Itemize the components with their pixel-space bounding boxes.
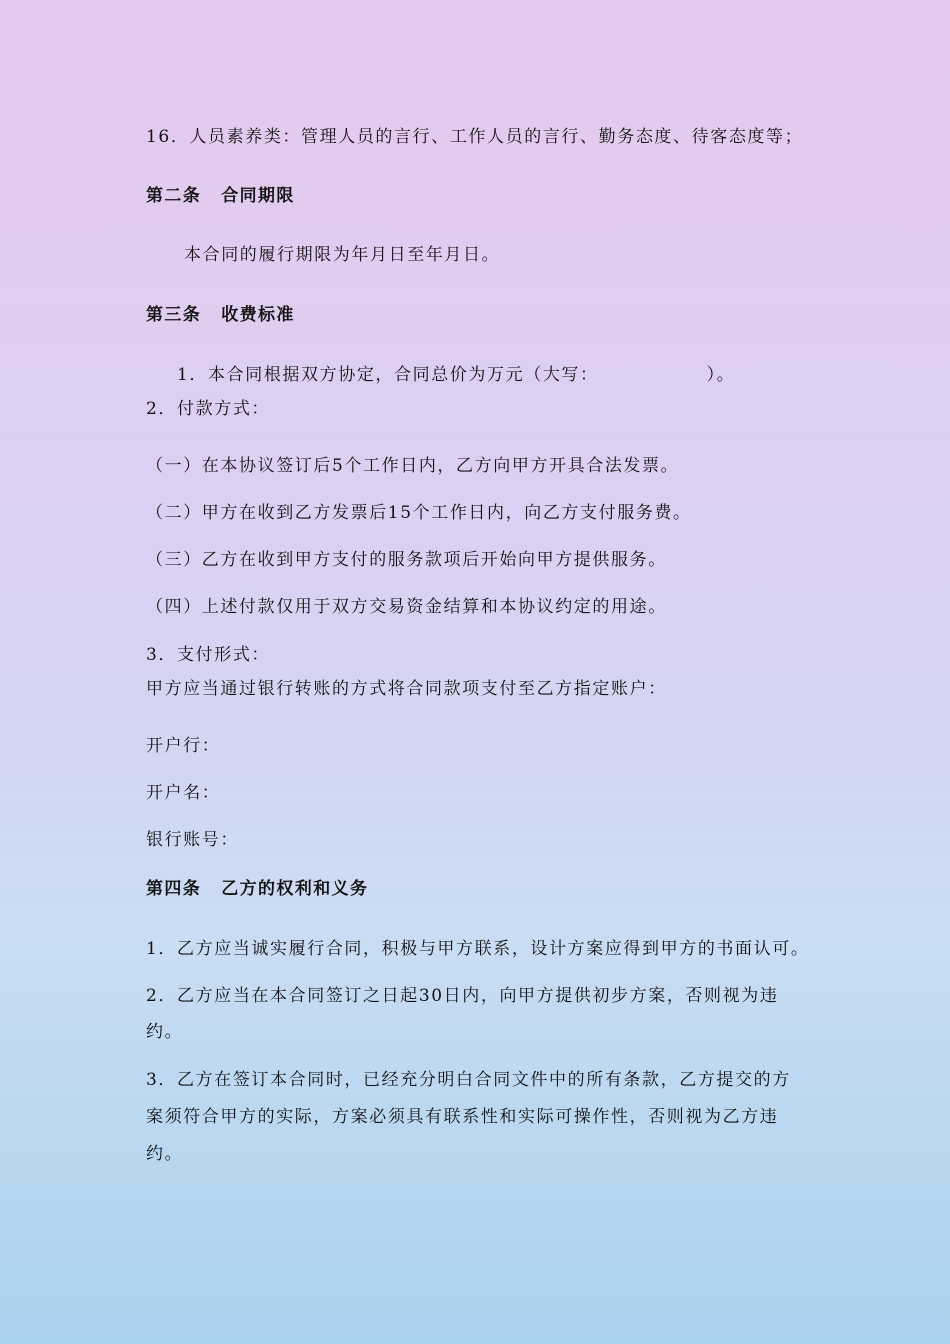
article-3-heading: [146, 304, 295, 326]
article-2-body: 本合同的履行期限为年月日至年月日。: [184, 245, 501, 265]
article-4-item-3-line-3: 约。: [146, 1144, 184, 1164]
account-number-label: 银行账号：: [146, 830, 239, 850]
article-4-item-2-line-1: 2．乙方应当在本合同签订之日起30日内，向甲方提供初步方案，否则视为违: [146, 986, 779, 1006]
item-16-text: 16．人员素养类：管理人员的言行、工作人员的言行、勤务态度、待客态度等；: [146, 127, 804, 147]
article-2-heading: [146, 185, 295, 207]
bank-label: 开户行：: [146, 736, 221, 756]
article-4-heading: [146, 878, 368, 900]
article-3-item-1: [177, 364, 735, 386]
article-2-title: 合同期限: [221, 186, 295, 206]
article-3-item-1-suffix: ）。: [706, 365, 736, 385]
article-4-title: 乙方的权利和义务: [221, 879, 369, 899]
article-3-item-3-body: 甲方应当通过银行转账的方式将合同款项支付至乙方指定账户：: [146, 679, 667, 699]
payment-step-2: （二）甲方在收到乙方发票后15个工作日内，向乙方支付服务费。: [146, 503, 692, 523]
article-4-number: 第四条: [146, 879, 202, 899]
article-4-item-1: 1．乙方应当诚实履行合同，积极与甲方联系，设计方案应得到甲方的书面认可。: [146, 939, 810, 959]
article-3-item-3: 3．支付形式：: [146, 645, 271, 665]
account-name-label: 开户名：: [146, 783, 221, 803]
article-4-item-3-line-2: 案须符合甲方的实际，方案必须具有联系性和实际可操作性，否则视为乙方违: [146, 1107, 779, 1127]
article-2-number: 第二条: [146, 186, 202, 206]
article-4-item-3-line-1: 3．乙方在签订本合同时，已经充分明白合同文件中的所有条款，乙方提交的方: [146, 1070, 791, 1090]
article-4-item-2-line-2: 约。: [146, 1022, 184, 1042]
article-3-item-1-prefix: 1．本合同根据双方协定，合同总价为万元（大写：: [177, 365, 599, 385]
payment-step-1: （一）在本协议签订后5个工作日内，乙方向甲方开具合法发票。: [146, 456, 680, 476]
payment-step-3: （三）乙方在收到甲方支付的服务款项后开始向甲方提供服务。: [146, 550, 667, 570]
article-3-number: 第三条: [146, 305, 202, 325]
article-3-title: 收费标准: [221, 305, 295, 325]
article-3-item-2: 2．付款方式：: [146, 399, 271, 419]
payment-step-4: （四）上述付款仅用于双方交易资金结算和本协议约定的用途。: [146, 597, 667, 617]
